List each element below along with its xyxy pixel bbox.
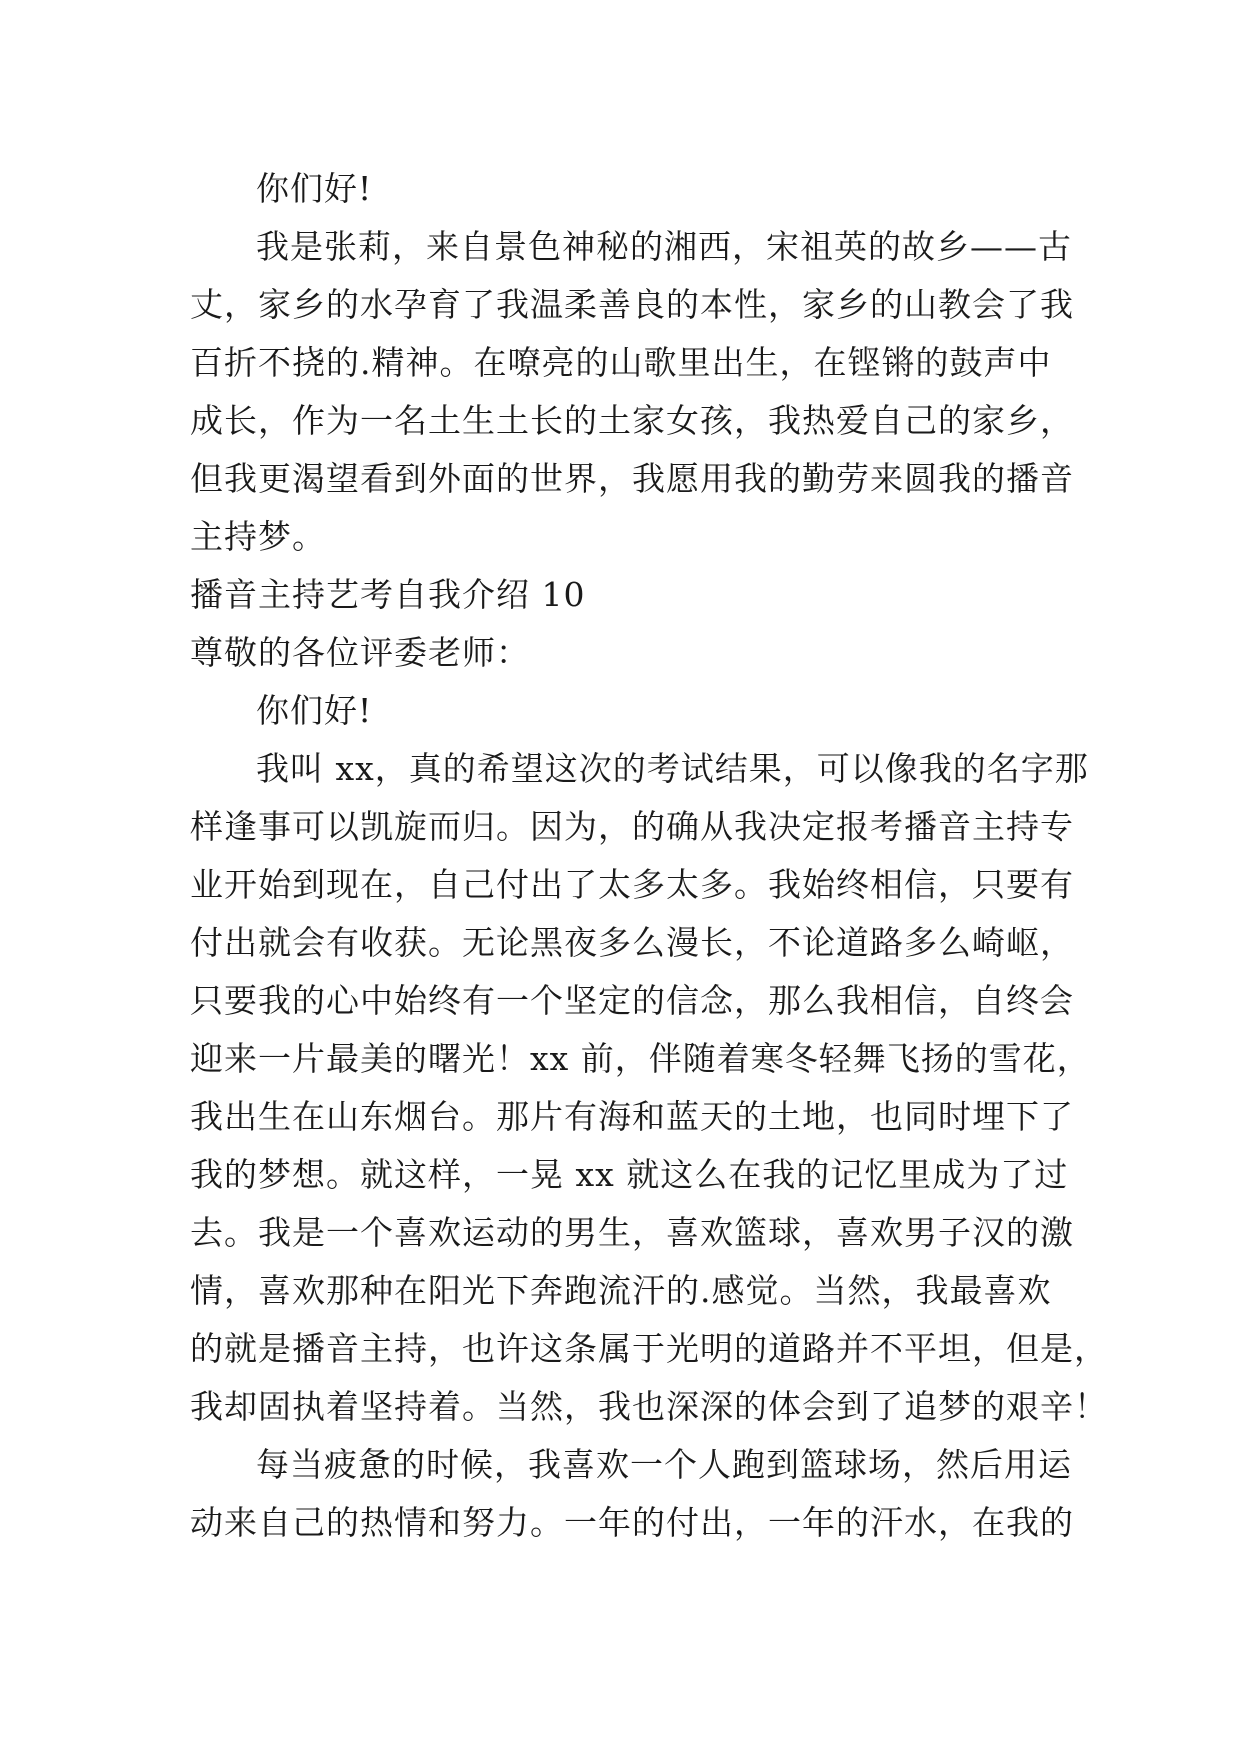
greeting-paragraph: [190, 160, 1062, 218]
paragraph-line: 付出就会有收获。无论黑夜多么漫长，不论道路多么崎岖，: [190, 923, 1074, 962]
paragraph-line: 我却固执着坚持着。当然，我也深深的体会到了追梦的艰辛！: [190, 1387, 1108, 1426]
paragraph-line: 主持梦。: [190, 517, 326, 556]
paragraph-line: 我叫 xx，真的希望这次的考试结果，可以像我的名字那: [256, 749, 1089, 788]
paragraph-line: 情，喜欢那种在阳光下奔跑流汗的.感觉。当然，我最喜欢: [190, 1271, 1052, 1310]
paragraph-line: 但我更渴望看到外面的世界，我愿用我的勤劳来圆我的播音: [190, 459, 1074, 498]
salutation: [190, 624, 1062, 682]
paragraph-line: 去。我是一个喜欢运动的男生，喜欢篮球，喜欢男子汉的激: [190, 1213, 1074, 1252]
paragraph-line: 业开始到现在，自己付出了太多太多。我始终相信，只要有: [190, 865, 1074, 904]
paragraph-line: 的就是播音主持，也许这条属于光明的道路并不平坦，但是，: [190, 1329, 1108, 1368]
salutation-line: 尊敬的各位评委老师：: [190, 633, 530, 672]
greeting-paragraph: [190, 682, 1062, 740]
paragraph-line: 我是张莉，来自景色神秘的湘西，宋祖英的故乡——古: [256, 227, 1072, 266]
paragraph-line: 样逢事可以凯旋而归。因为，的确从我决定报考播音主持专: [190, 807, 1074, 846]
paragraph-line: 我出生在山东烟台。那片有海和蓝天的土地，也同时埋下了: [190, 1097, 1074, 1136]
document-page: [190, 160, 1108, 1552]
section-heading: [190, 566, 1062, 624]
paragraph-line: 丈，家乡的水孕育了我温柔善良的本性，家乡的山教会了我: [190, 285, 1074, 324]
paragraph-line: 你们好!: [256, 691, 373, 730]
basketball-paragraph: [190, 1436, 1074, 1552]
paragraph-line: 每当疲惫的时候，我喜欢一个人跑到篮球场，然后用运: [256, 1445, 1072, 1484]
intro-paragraph-zhangli: [190, 218, 1074, 566]
paragraph-line: 你们好!: [256, 169, 373, 208]
paragraph-line: 百折不挠的.精神。在嘹亮的山歌里出生，在铿锵的鼓声中: [190, 343, 1052, 382]
paragraph-line: 只要我的心中始终有一个坚定的信念，那么我相信，自终会: [190, 981, 1074, 1020]
section-title: 播音主持艺考自我介绍 10: [190, 575, 586, 614]
intro-paragraph-xx: [190, 740, 1108, 1436]
paragraph-line: 我的梦想。就这样，一晃 xx 就这么在我的记忆里成为了过: [190, 1155, 1069, 1194]
paragraph-line: 动来自己的热情和努力。一年的付出，一年的汗水，在我的: [190, 1503, 1074, 1542]
paragraph-line: 迎来一片最美的曙光！xx 前，伴随着寒冬轻舞飞扬的雪花，: [190, 1039, 1091, 1078]
paragraph-line: 成长，作为一名土生土长的土家女孩，我热爱自己的家乡，: [190, 401, 1074, 440]
